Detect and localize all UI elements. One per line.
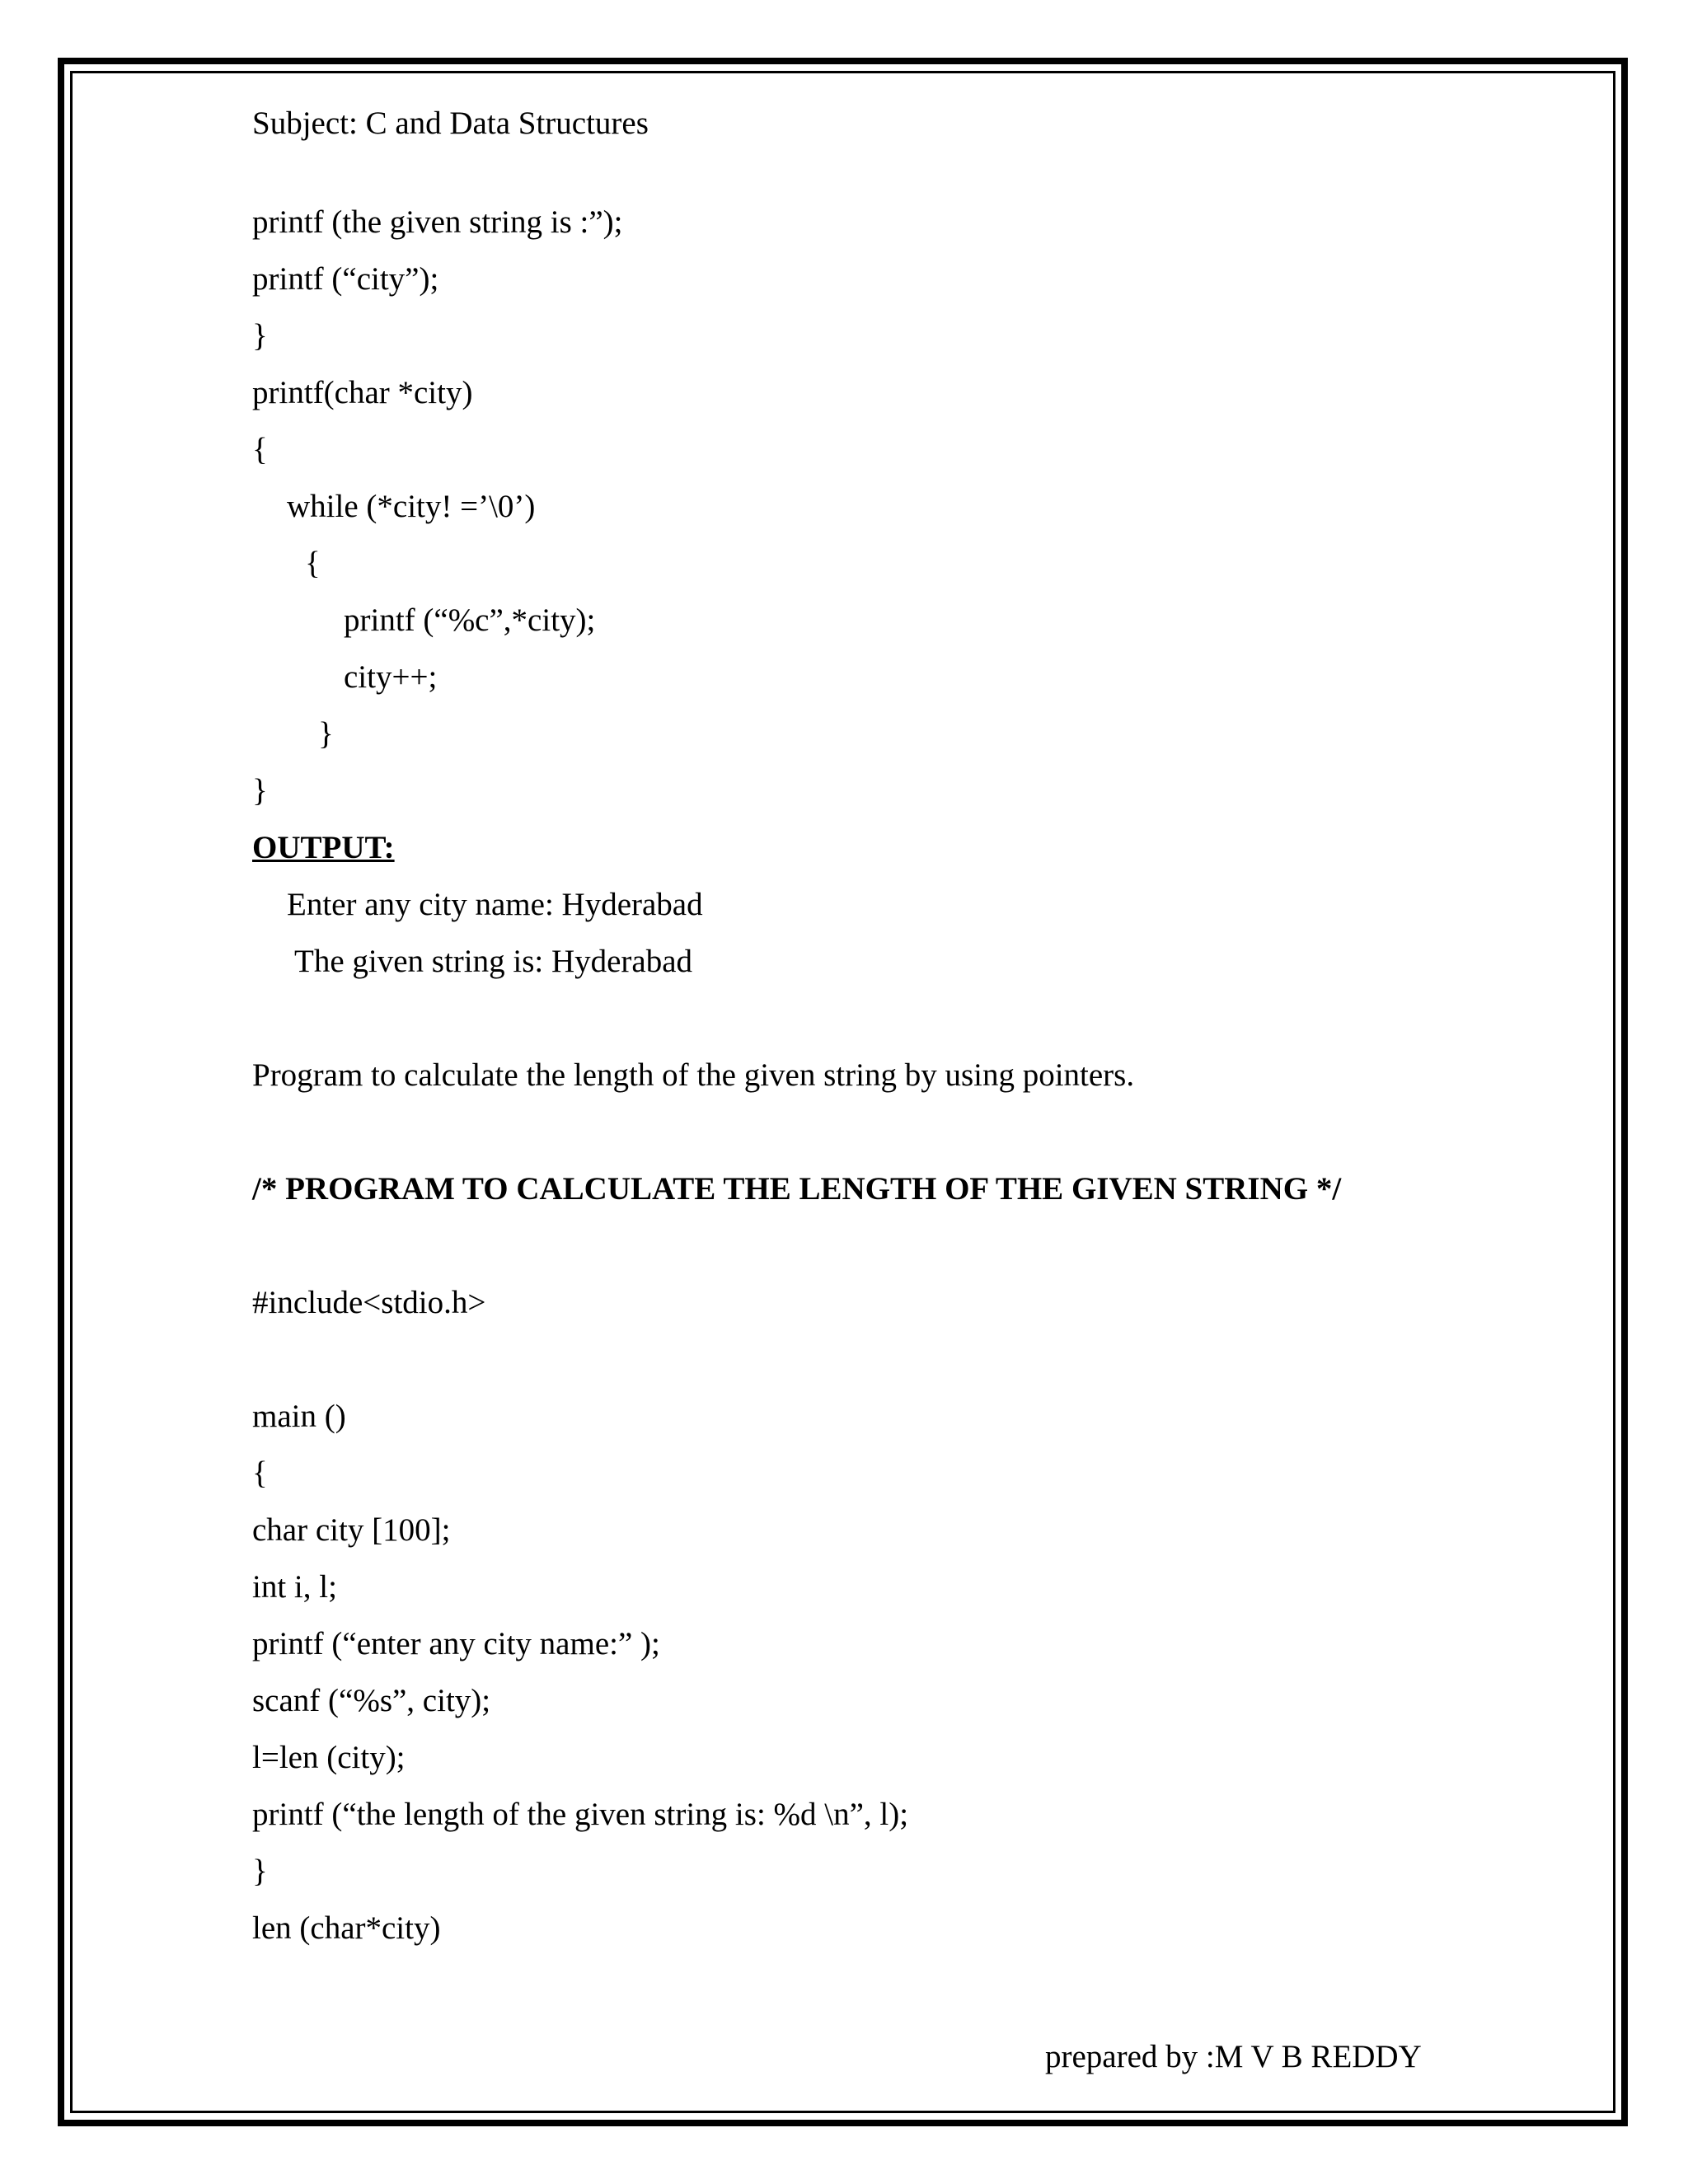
- code-line: int i, l;: [252, 1569, 337, 1605]
- code-line: }: [252, 318, 268, 354]
- code-line: printf(char *city): [252, 375, 473, 410]
- output-heading: OUTPUT:: [252, 830, 395, 865]
- code-line: {: [252, 1455, 268, 1491]
- code-line: printf (“enter any city name:” );: [252, 1626, 660, 1661]
- code-line: while (*city! =’\0’): [287, 489, 536, 524]
- output-line: The given string is: Hyderabad: [294, 944, 693, 979]
- code-line: main (): [252, 1399, 346, 1434]
- code-line: scanf (“%s”, city);: [252, 1683, 491, 1718]
- footer-prepared-by: prepared by :M V B REDDY: [1045, 2039, 1422, 2074]
- code-line: }: [252, 773, 268, 808]
- code-line: }: [318, 716, 334, 752]
- code-line: printf (the given string is :”);: [252, 204, 623, 240]
- include-line: #include<stdio.h>: [252, 1285, 486, 1320]
- code-line: city++;: [344, 659, 438, 695]
- subject-heading: Subject: C and Data Structures: [252, 105, 649, 141]
- code-line: }: [252, 1854, 268, 1889]
- code-line: l=len (city);: [252, 1740, 406, 1775]
- code-line: printf (“%c”,*city);: [344, 602, 596, 638]
- program-comment: /* PROGRAM TO CALCULATE THE LENGTH OF THE GIVEN STRING */: [252, 1171, 1342, 1207]
- code-line: {: [252, 432, 268, 467]
- output-line: Enter any city name: Hyderabad: [287, 887, 703, 922]
- code-line: {: [305, 546, 321, 581]
- code-line: len (char*city): [252, 1910, 441, 1946]
- code-line: printf (“the length of the given string is: %d \n”, l);: [252, 1797, 909, 1832]
- program-description: Program to calculate the length of the given string by using pointers.: [252, 1057, 1135, 1093]
- code-line: printf (“city”);: [252, 261, 439, 297]
- code-line: char city [100];: [252, 1512, 451, 1548]
